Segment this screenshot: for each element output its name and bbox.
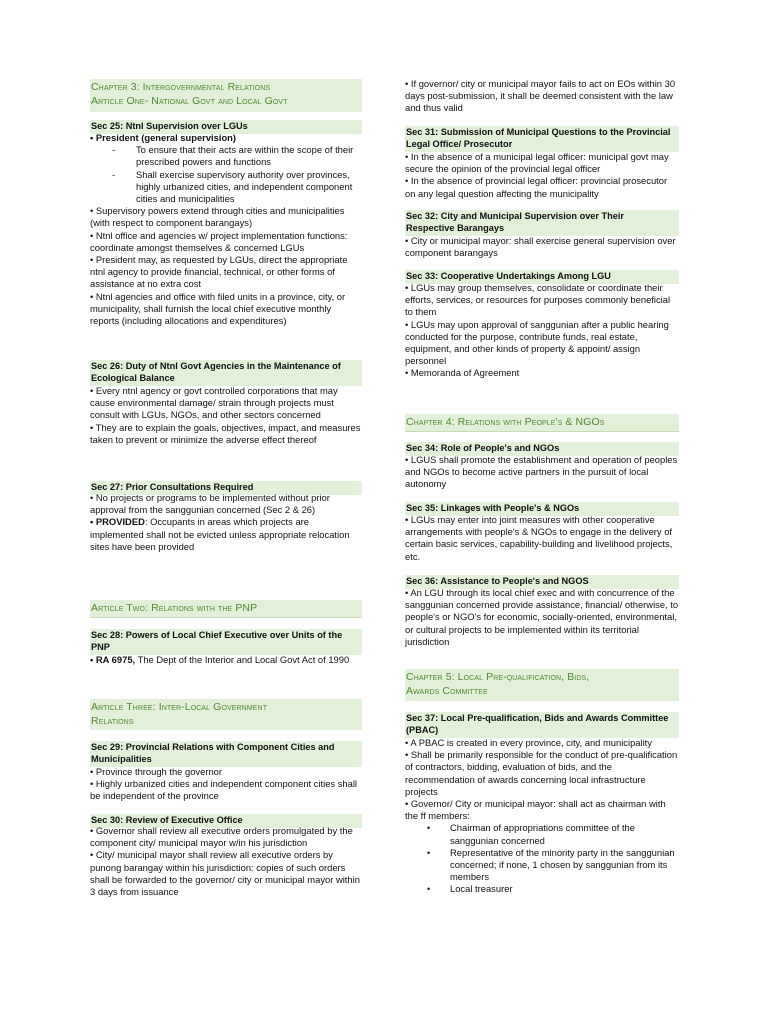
sec-34-paragraph: • LGUS shall promote the establishment and operation of peoples and NGOs to become active partners in the pursuit of local autonomy bbox=[405, 454, 678, 490]
chapter-3-title: Chapter 3: Intergovernmental Relations bbox=[91, 81, 271, 93]
article-two-heading: Article Two: Relations with the PNP bbox=[90, 600, 362, 618]
sec-37-paragraph: • Shall be primarily responsible for the conduct of pre-qualification of contractors, bidding, evaluation of bids, and the recommendation of awards concerning local infrastructure projects bbox=[405, 749, 678, 797]
sec-27-heading: Sec 27: Prior Consultations Required bbox=[90, 481, 362, 495]
sec-26-heading: Sec 26: Duty of Ntnl Govt Agencies in the Maintenance of Ecological Balance bbox=[90, 360, 362, 386]
bullet-marker: • bbox=[427, 847, 431, 858]
sec-37-paragraph: • A PBAC is created in every province, city, and municipality bbox=[405, 737, 652, 748]
sec-37-member-item bbox=[427, 822, 679, 846]
sec-30-paragraph: • City/ municipal mayor shall review all executive orders by punong barangay within his jurisdiction: copies of such orders shall be forwarded to the governor/ city or municipal mayor within 3 days from issuance bbox=[90, 849, 360, 898]
bullet-marker: • bbox=[427, 823, 431, 834]
sec-35-body bbox=[405, 514, 679, 563]
sec-25-body bbox=[90, 132, 362, 327]
ra-6975-label: • RA 6975, bbox=[90, 654, 136, 665]
sec-26-paragraph: • Every ntnl agency or govt controlled corporations that may cause environmental damage/ strain through projects must consult with LGUs, NGOs, and other sectors concerned bbox=[90, 385, 338, 421]
dash-marker: - bbox=[112, 144, 116, 156]
sec-29-body bbox=[90, 766, 362, 803]
sec-36-body bbox=[405, 587, 679, 648]
ra-6975-text: The Dept of the Interior and Local Govt Act of 1990 bbox=[135, 654, 350, 665]
sec-26-body bbox=[90, 385, 362, 446]
sec-37-member-item bbox=[427, 847, 679, 884]
sec-34-heading: Sec 34: Role of People's and NGOs bbox=[405, 442, 679, 456]
sec-30-continued bbox=[405, 78, 679, 115]
sec-32-heading bbox=[405, 210, 679, 236]
sec-25-paragraph: • Ntnl office and agencies w/ project implementation functions: coordinate amongst themselves & concerned LGUs bbox=[90, 229, 348, 253]
sec-25-paragraph: • President may, as requested by LGUs, direct the appropriate ntnl agency to provide financial, technical, or other forms of assistance at no extra cost bbox=[90, 254, 348, 290]
sec-28-paragraph bbox=[90, 654, 362, 666]
article-one-title: Article One- National Govt and Local Govt bbox=[91, 95, 288, 107]
sec-33-paragraph: • LGUs may upon approval of sanggunian after a public hearing conducted for the purpose, contribute funds, real estate, equipment, and other kinds of property & appoint/ assign personnel bbox=[405, 318, 669, 367]
sec-28-heading: Sec 28: Powers of Local Chief Executive over Units of the PNP bbox=[90, 629, 362, 655]
sec-30-body bbox=[90, 825, 362, 898]
sec-30-heading: Sec 30: Review of Executive Office bbox=[90, 814, 362, 828]
sec-25-heading: Sec 25: Ntnl Supervision over LGUs bbox=[90, 120, 362, 134]
sec-32-body bbox=[405, 235, 679, 259]
article-three-title-line: Relations bbox=[91, 715, 134, 727]
sec-37-member-text: Representative of the minority party in the sanggunian concerned; if none, 1 chosen by sanggunian from its members bbox=[450, 846, 675, 883]
sec-30-paragraph: • Governor shall review all executive orders promulgated by the component city/ municipal mayor w/in his jurisdiction bbox=[90, 825, 353, 849]
sec-37-paragraph: • Governor/ City or municipal mayor: shall act as chairman with the ff members: bbox=[405, 798, 666, 822]
sec-33-paragraph: • LGUs may group themselves, consolidate or coordinate their efforts, services, or resources for purposes commonly beneficial to them bbox=[405, 282, 671, 318]
sec-27-proviso bbox=[90, 516, 362, 553]
sec-37-body bbox=[405, 737, 679, 896]
sec-33-body bbox=[405, 282, 679, 380]
sec-36-paragraph: • An LGU through its local chief exec and with concurrence of the sanggunian concerned provide assistance, financial/ otherwise, to people's or NGO's for economic, socially-oriented, environmental, or cultural projects to be implemented within its territorial jurisdiction bbox=[405, 587, 679, 647]
sec-35-paragraph: • LGUs may enter into joint measures with other cooperative arrangements with people's & NGOs to engage in the delivery of certain basic services, capability-building and livelihood projects, etc. bbox=[405, 514, 673, 562]
chapter-3-heading bbox=[90, 79, 362, 112]
chapter-5-title-line: Awards Committee bbox=[406, 685, 488, 697]
sec-37-member-text: Local treasurer bbox=[450, 883, 513, 895]
sec-33-heading: Sec 33: Cooperative Undertakings Among LGU bbox=[405, 270, 679, 284]
sec-25-paragraph: • Supervisory powers extend through cities and municipalities (with respect to component barangays) bbox=[90, 205, 345, 229]
sec-37-member-text: Chairman of appropriations committee of the sanggunian concerned bbox=[450, 822, 635, 846]
sec-27-body bbox=[90, 492, 362, 553]
chapter-5-heading bbox=[405, 669, 679, 701]
article-three-title-line: Article Three: Inter-Local Government bbox=[91, 701, 268, 713]
sec-25-president: • President (general supervision) bbox=[90, 132, 237, 143]
sec-31-heading: Sec 31: Submission of Municipal Questions to the Provincial Legal Office/ Prosecutor bbox=[405, 126, 679, 152]
sec-27-paragraph: • No projects or programs to be implemented without prior approval from the sanggunian concerned (Sec 2 & 26) bbox=[90, 492, 330, 516]
sec-31-body bbox=[405, 151, 679, 200]
sec-33-paragraph: • Memoranda of Agreement bbox=[405, 367, 520, 379]
article-three-heading bbox=[90, 699, 362, 730]
sec-34-body bbox=[405, 454, 679, 491]
sec-36-heading: Sec 36: Assistance to People's and NGOS bbox=[405, 575, 679, 589]
sec-28-body bbox=[90, 654, 362, 666]
sec-25-dash-text: To ensure that their acts are within the scope of their prescribed powers and functions bbox=[136, 144, 354, 168]
proviso-text: : Occupants in areas which projects are implemented shall not be evicted unless appropriate relocation sites have been provided bbox=[90, 516, 350, 552]
sec-31-paragraph: • In the absence of a municipal legal officer: municipal govt may secure the opinion of the provincial legal officer bbox=[405, 151, 669, 175]
bullet-marker: • bbox=[427, 884, 431, 895]
sec-26-paragraph: • They are to explain the goals, objectives, impact, and measures taken to prevent or minimize the adverse effect thereof bbox=[90, 421, 361, 445]
sec-25-dash-text: Shall exercise supervisory authority over provinces, highly urbanized cities, and independent component cities and municipalities bbox=[136, 168, 353, 205]
sec-32-paragraph: • City or municipal mayor: shall exercise general supervision over component barangays bbox=[405, 235, 676, 259]
sec-37-member-item bbox=[427, 883, 679, 895]
sec-32-title-line: Respective Barangays bbox=[406, 222, 505, 233]
sec-25-dash-item bbox=[112, 144, 362, 168]
sec-30-paragraph: • If governor/ city or municipal mayor fails to act on EOs within 30 days post-submission, it shall be deemed consistent with the law and thus valid bbox=[405, 78, 676, 114]
chapter-5-title-line: Chapter 5: Local Pre-qualification, Bids, bbox=[406, 671, 590, 683]
dash-marker: - bbox=[112, 168, 116, 180]
sec-25-paragraph: • Ntnl agencies and office with filed units in a province, city, or municipality, shall furnish the local chief executive monthly reports (including allocations and expenditures) bbox=[90, 290, 346, 327]
proviso-label: • PROVIDED bbox=[90, 516, 145, 528]
sec-29-heading: Sec 29: Provincial Relations with Component Cities and Municipalities bbox=[90, 741, 362, 767]
sec-31-paragraph: • In the absence of provincial legal officer: provincial prosecutor on any legal question affecting the municipality bbox=[405, 175, 668, 199]
sec-29-paragraph: • Highly urbanized cities and independent component cities shall be independent of the province bbox=[90, 778, 357, 802]
sec-29-paragraph: • Province through the governor bbox=[90, 766, 223, 777]
sec-25-dash-item bbox=[112, 169, 362, 206]
sec-37-heading: Sec 37: Local Pre-qualification, Bids and Awards Committee (PBAC) bbox=[405, 712, 679, 738]
sec-35-heading: Sec 35: Linkages with People's & NGOs bbox=[405, 502, 679, 516]
chapter-4-heading: Chapter 4: Relations with People's & NGOs bbox=[405, 414, 679, 432]
sec-32-title-line: Sec 32: City and Municipal Supervision over Their bbox=[406, 211, 625, 221]
